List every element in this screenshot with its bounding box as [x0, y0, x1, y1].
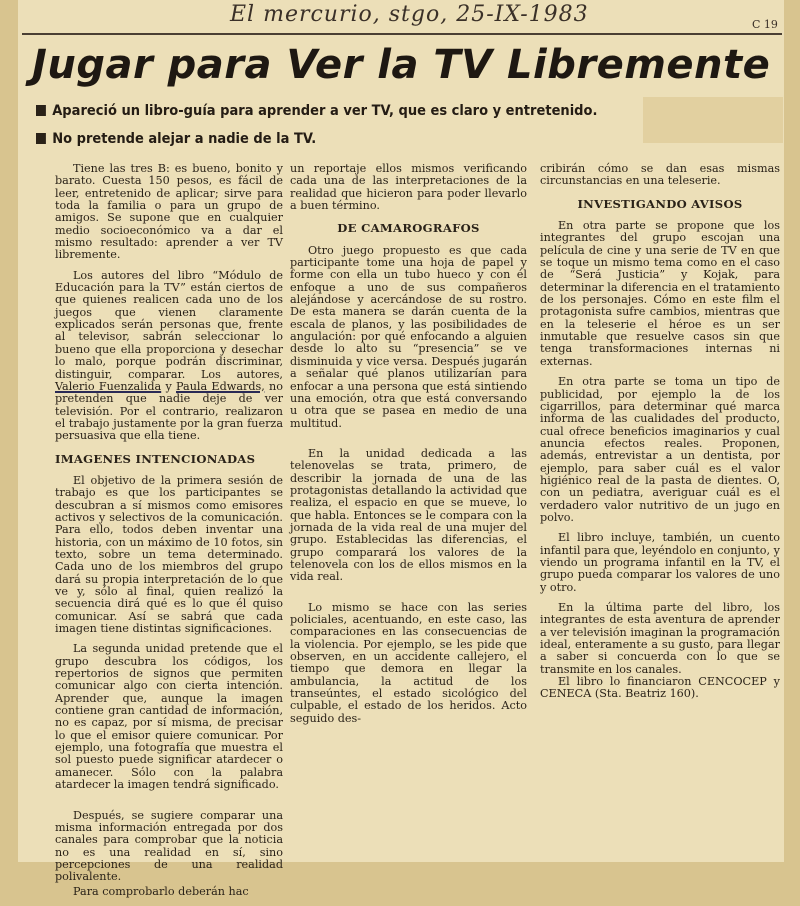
bullet-square-icon [36, 133, 46, 144]
paragraph: El libro lo financiaron CENCOCEP y CENECA (Sta. Beatriz 160). [540, 675, 780, 701]
blank-patch [643, 97, 783, 143]
header-rule [22, 33, 782, 35]
column-3 [540, 163, 780, 709]
subhead-2 [36, 131, 316, 147]
paragraph: El libro incluye, también, un cuento infantil para que, leyéndolo en conjunto, y viendo un programa infantil en la TV, el grupo pueda comparar los valores de uno y otro. [540, 531, 780, 594]
paragraph: En la última parte del libro, los integrantes de esta aventura de aprender a ver televisión imaginan la programación ideal, enteramente a su gusto, para llegar a saber si concuerda con lo que se transmite en los canales. [540, 601, 780, 676]
paragraph: La segunda unidad pretende que el grupo descubra los códigos, los repertorios de signos que permiten comunicar algo con cierta intención. Aprender que, aunque la imagen contiene gran cantidad de información, no es capaz, por sí misma, de precisar lo que el emisor quiere comunicar. Por ejemplo, una fotografía que muestra el sol puesto puede significar atardecer o amanecer. Sólo con la palabra atardecer la imagen tendrá significado. [55, 642, 283, 792]
subhead-1 [36, 103, 597, 119]
paragraph: En otra parte se toma un tipo de publicidad, por ejemplo la de los cigarrillos, para determinar qué marca informa de las cualidades del producto, cual ofrece beneficios imaginarios y cual anuncia efectos reales. Proponen, además, entrevistar a un dentista, por ejemplo, para saber cuál es el valor higiénico real de la pasta de dientes. O, con un pediatra, averiguar cuál es el verdadero valor nutritivo de un jugo en polvo. [540, 375, 780, 524]
paragraph: Lo mismo se hace con las series policiales, acentuando, en este caso, las comparaciones en las consecuencias de la violencia. Por ejemplo, se les pide que observen, en un accidente callejero, el tiempo que demora en llegar la ambulancia, la actitud de los transeúntes, el estado sicológico del culpable, el estado de los heridos. Acto seguido des- [290, 600, 527, 725]
paragraph-authors [55, 270, 283, 443]
headline: Jugar para Ver la TV Libremente [32, 42, 771, 88]
subhead-text: Apareció un libro-guía para aprender a ver TV, que es claro y entretenido. [52, 103, 598, 119]
bullet-square-icon [36, 105, 46, 116]
paragraph: Después, se sugiere comparar una misma información entregada por dos canales para comprobar que la noticia no es una realidad en sí, sino percepciones de una realidad polivalente. [55, 808, 283, 884]
author-name: Valerio Fuenzalida [55, 379, 162, 393]
paragraph: El objetivo de la primera sesión de trabajo es que los participantes se descubran a sí mismos como emisores activos y selectivos de la comunicación. Para ello, todos deben inventar una historia, con un máximo de 10 fotos, sin texto, sobre un tema determinado. Cada uno de los miembros del grupo dará su propia interpretación de lo que ve y, sólo al final, quien realizó la secuencia dirá qué es lo que él quiso comunicar. Así se sabrá que cada imagen tiene distintas significaciones. [55, 473, 283, 636]
section-heading: DE CAMAROGRAFOS [337, 221, 480, 236]
text: y [165, 379, 172, 393]
handwritten-source-note: El mercurio, stgo, 25-IX-1983 [230, 2, 589, 27]
page-number: C 19 [752, 18, 778, 31]
section-heading: INVESTIGANDO AVISOS [577, 196, 743, 211]
paragraph: Otro juego propuesto es que cada participante tome una hoja de papel y forme con ella un tubo hueco y con él enfoque a uno de sus compañeros alejándose y acercándose de su rostro. De esta manera se darán cuenta de la escala de planos, y las posibilidades de angulación: por qué enfocando a alguien desde lo alto su “presencia” se ve disminuida y vice versa. Después jugarán a señalar qué planos utilizarían para enfocar a una persona que está sintiendo una emoción, otra que está conversando u otra que se pasea en medio de una multitud. [290, 243, 527, 430]
column-1 [55, 163, 283, 906]
author-name: Paula Edwards, [176, 379, 265, 393]
paragraph: Tiene las tres B: es bueno, bonito y barato. Cuesta 150 pesos, es fácil de leer, entretenido de aplicar; sirve para toda la familia o para un grupo de amigos. Se supone que en cualquier medio socioeconómico va a dar el mismo resultado: aprender a ver TV libremente. [55, 162, 283, 262]
paragraph: Para comprobarlo deberán hac [73, 884, 249, 898]
text: Los autores del libro “Módulo de Educación para la TV” están ciertos de que quienes realicen cada uno de los juegos que vienen claramente explicados serán personas que, frente al televisor, sabrán seleccionar lo bueno que ella proporciona y desechar lo malo, porque podrán discriminar, distinguir, comparar. Los autores, [55, 268, 283, 381]
paragraph: En la unidad dedicada a las telenovelas se trata, primero, de describir la jornada de una de las protagonistas detallando la actividad que realiza, el espacio en que se mueve, lo que habla. Entonces se le compara con la jornada de la vida real de una mujer del grupo. Establecidas las diferencias, el grupo comparará los valores de la telenovela con los de ellos mismos en la vida real. [290, 446, 527, 584]
paragraph: cribirán cómo se dan esas mismas circunstancias en una teleserie. [540, 162, 780, 188]
section-heading: IMAGENES INTENCIONADAS [55, 451, 256, 466]
paragraph: un reportaje ellos mismos verificando cada una de las interpretaciones de la realidad que hicieron para poder llevarlo a buen término. [290, 162, 527, 213]
text: no pretenden que nadie deje de ver televisión. Por el contrario, realizaron el trabajo justamente por la gran fuerza persuasiva que ella tiene. [55, 379, 283, 443]
paragraph: En otra parte se propone que los integrantes del grupo escojan una película de cine y una serie de TV en que se toque un mismo tema como en el caso de “Será Justicia” y Kojak, para determinar la diferencia en el tratamiento de los personajes. Cómo en este film el protagonista sufre cambios, mientras que en la teleserie el héroe es un ser inmutable que resuelve casos sin que tenga transformaciones internas ni externas. [540, 219, 780, 368]
subhead-text: No pretende alejar a nadie de la TV. [52, 131, 317, 147]
column-2 [290, 163, 527, 733]
